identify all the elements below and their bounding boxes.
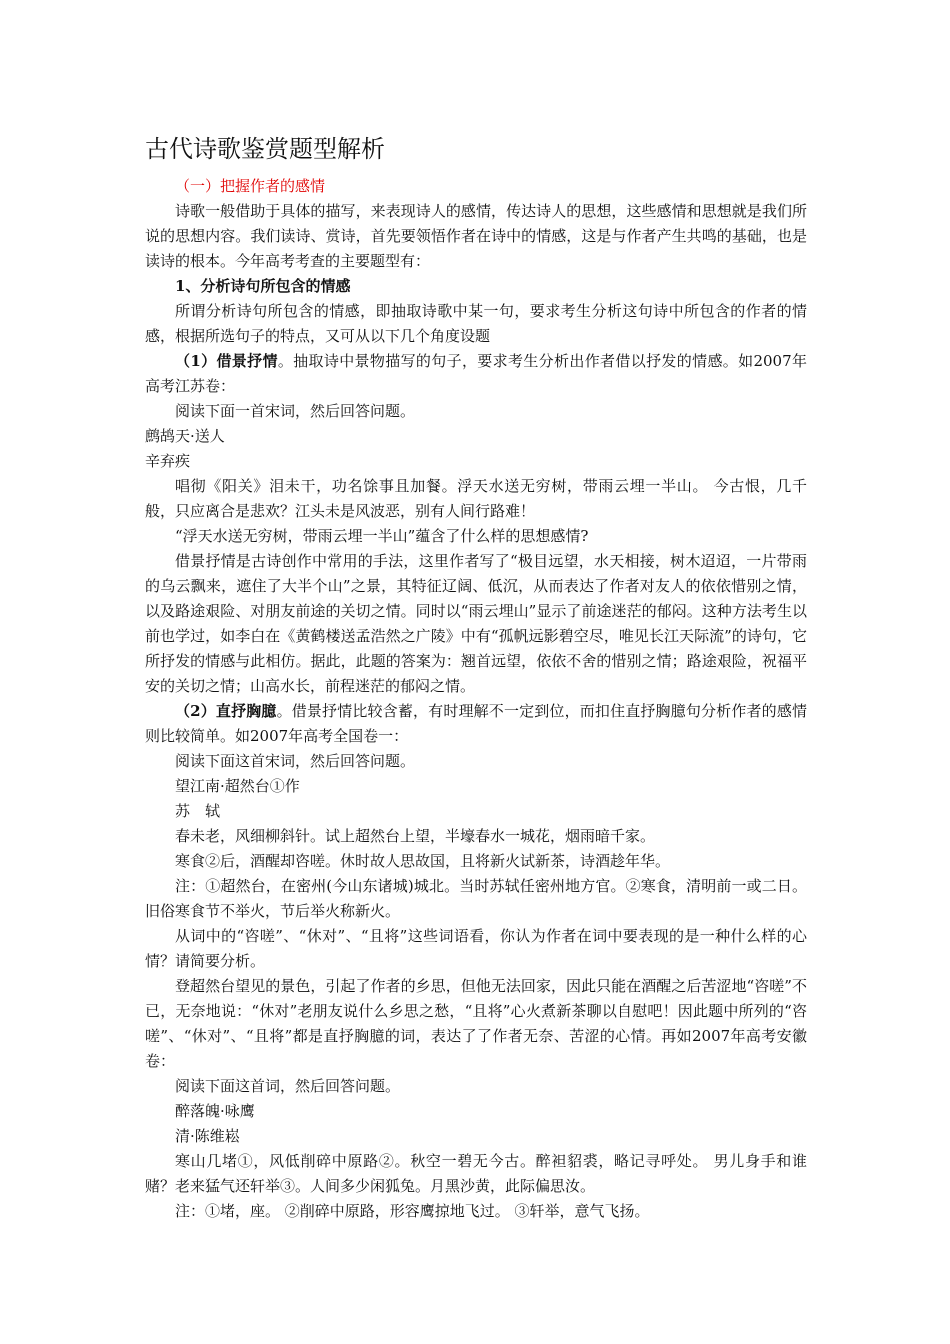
- subheading-analysis: 1、分析诗句所包含的情感: [175, 277, 351, 295]
- poem2-author: 苏 轼: [175, 802, 221, 820]
- poem1-author: 辛弃疾: [145, 452, 191, 470]
- poem3-title: 醉落魄·咏鹰: [175, 1102, 255, 1120]
- type1-paragraph: [145, 349, 807, 399]
- poem1-title: 鹧鸪天·送人: [145, 427, 225, 445]
- section-heading: （一）把握作者的感情: [175, 177, 326, 195]
- poem3-author: 清·陈维崧: [175, 1127, 240, 1145]
- document-body: [145, 132, 807, 1224]
- poem2-line2: 寒食②后，酒醒却咨嗟。休时故人思故国，且将新火试新茶，诗酒趁年华。: [175, 852, 671, 870]
- analysis-paragraph: 所谓分析诗句所包含的情感，即抽取诗歌中某一句，要求考生分析这句诗中所包含的作者的情感，根据所选句子的特点，又可从以下几个角度设题: [145, 302, 807, 345]
- read-instruction-3: 阅读下面这首词，然后回答问题。: [175, 1077, 401, 1095]
- question2: 从词中的“咨嗟”、“休对”、“且将”这些词语看，你认为作者在词中要表现的是一种什么样的心情？请简要分析。: [145, 927, 807, 970]
- type1-label: （1）借景抒情: [175, 352, 278, 370]
- poem2-note: 注：①超然台，在密州(今山东诸城)城北。当时苏轼任密州地方官。②寒食，清明前一或二日。旧俗寒食节不举火，节后举火称新火。: [145, 877, 807, 920]
- poem2-title: 望江南·超然台①作: [175, 777, 300, 795]
- intro-paragraph: 诗歌一般借助于具体的描写，来表现诗人的感情，传达诗人的思想，这些感情和思想就是我们所说的思想内容。我们读诗、赏诗，首先要领悟作者在诗中的情感，这是与作者产生共鸣的基础，也是读诗的根本。今年高考考查的主要题型有：: [145, 202, 807, 270]
- type2-paragraph: [145, 699, 807, 749]
- document-title: 古代诗歌鉴赏题型解析: [145, 135, 385, 163]
- poem2-line1: 春未老，风细柳斜针。试上超然台上望，半壕春水一城花，烟雨暗千家。: [175, 827, 656, 845]
- read-instruction-2: 阅读下面这首宋词，然后回答问题。: [175, 752, 416, 770]
- type2-text: 。借景抒情比较含蓄，有时理解不一定到位，而扣住直抒胸臆句分析作者的感情则比较简单。如2007年高考全国卷一：: [145, 702, 807, 745]
- question1: “浮天水送无穷树，带雨云埋一半山”蕴含了什么样的思想感情?: [175, 527, 589, 545]
- poem1-text: 唱彻《阳关》泪未干，功名馀事且加餐。浮天水送无穷树，带雨云埋一半山。 今古恨，几千般，只应离合是悲欢？江头未是风波恶，别有人间行路难！: [145, 477, 807, 520]
- answer2: 登超然台望见的景色，引起了作者的乡思，但他无法回家，因此只能在酒醒之后苦涩地“咨嗟”不已，无奈地说：“休对”老朋友说什么乡思之愁，“且将”心火煮新茶聊以自慰吧！因此题中所列的“咨嗟”、“休对”、“且将”都是直抒胸臆的词，表达了了作者无奈、苦涩的心情。再如2007年高考安徽卷：: [145, 977, 807, 1070]
- poem3-note: 注：①堵，座。 ②削碎中原路，形容鹰掠地飞过。 ③轩举，意气飞扬。: [175, 1202, 650, 1220]
- poem3-text: 寒山几堵①，风低削碎中原路②。秋空一碧无今古。醉袒貂裘，略记寻呼处。 男儿身手和谁赌？老来猛气还轩举③。人间多少闲狐兔。月黑沙黄，此际偏思汝。: [145, 1152, 807, 1195]
- answer1: 借景抒情是古诗创作中常用的手法，这里作者写了“极目远望，水天相接，树木迢迢，一片带雨的乌云飘来，遮住了大半个山”之景，其特征辽阔、低沉，从而表达了作者对友人的依依惜别之情，以及路途艰险、对朋友前途的关切之情。同时以“雨云埋山”显示了前途迷茫的郁闷。这种方法考生以前也学过，如李白在《黄鹤楼送孟浩然之广陵》中有“孤帆远影碧空尽，唯见长江天际流”的诗句，它所抒发的情感与此相仿。据此，此题的答案为：翘首远望，依依不舍的惜别之情；路途艰险，祝福平安的关切之情；山高水长，前程迷茫的郁闷之情。: [145, 552, 807, 695]
- type2-label: （2）直抒胸臆: [175, 702, 277, 720]
- read-instruction-1: 阅读下面一首宋词，然后回答问题。: [175, 402, 416, 420]
- type1-text: 。抽取诗中景物描写的句子，要求考生分析出作者借以抒发的情感。如2007年高考江苏卷：: [145, 352, 807, 395]
